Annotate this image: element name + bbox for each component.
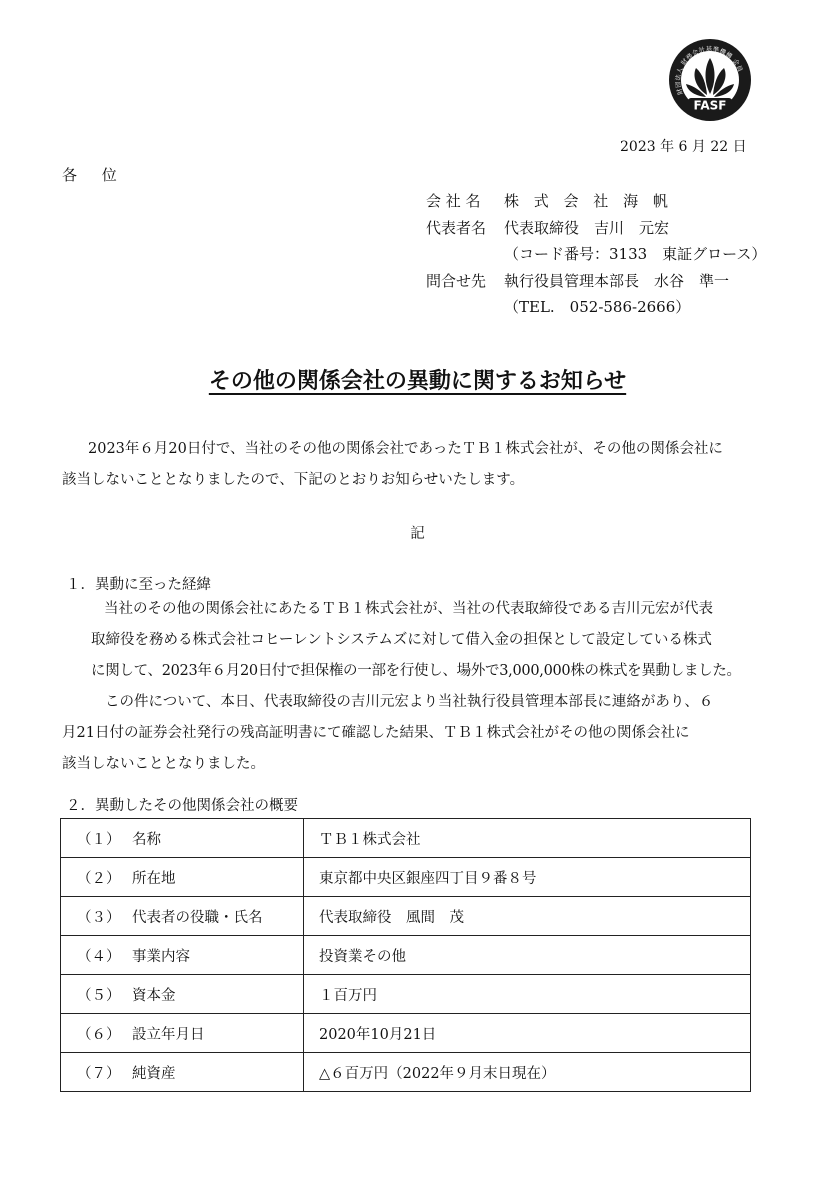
representative-label: 代表者名 [426,218,487,237]
table-row [61,975,751,1014]
document-title-wrap [0,364,835,395]
row-number: （７） [61,1053,133,1092]
logo-text: FASF [693,98,727,113]
intro-line-2: 該当しないこととなりましたので、下記のとおりお知らせいたします。 [62,472,525,488]
table-row [61,819,751,858]
section2-heading: ２．異動したその他関係会社の概要 [66,798,298,814]
row-value: 投資業その他 [304,936,751,975]
company-name-value: 株 式 会 社 海 帆 [504,192,673,210]
section1-line-3: に関して、2023年６月20日付で担保権の一部を行使し、場外で3,000,000株の株式を異動しました。 [91,663,741,679]
document-title: その他の関係会社の異動に関するお知らせ [208,368,627,394]
overview-table [60,818,751,1092]
row-value: △６百万円（2022年９月末日現在） [304,1053,751,1092]
section1-line-2: 取締役を務める株式会社コヒーレントシステムズに対して借入金の担保として設定している株式 [91,632,712,648]
table-row [61,936,751,975]
row-label: 名称 [132,819,304,858]
document-date: 2023 年 6 月 22 日 [620,139,747,155]
contact-tel: （TEL. 052-586-2666） [504,298,691,316]
section1-line-1: 当社のその他の関係会社にあたるＴＢ１株式会社が、当社の代表取締役である吉川元宏が代表 [104,601,713,617]
section1-line-5: 月21日付の証券会社発行の残高証明書にて確認した結果、ＴＢ１株式会社がその他の関係会社に [62,725,690,741]
row-value: 東京都中央区銀座四丁目９番８号 [304,858,751,897]
section1-line-6: 該当しないこととなりました。 [62,756,265,772]
table-row [61,1053,751,1092]
table-row [61,1014,751,1053]
contact-row [426,268,766,295]
section1-line-4: この件について、本日、代表取締役の吉川元宏より当社執行役員管理本部長に連絡があり、６ [105,694,714,710]
row-number: （２） [61,858,133,897]
row-number: （６） [61,1014,133,1053]
intro-paragraph [62,434,754,496]
company-info [426,188,766,321]
company-name-label: 会 社 名 [426,192,481,210]
row-value: ＴＢ１株式会社 [304,819,751,858]
representative-row [426,215,766,242]
fasf-logo [668,38,752,122]
row-label: 資本金 [132,975,304,1014]
company-name-row [426,188,766,215]
table-row [61,858,751,897]
row-value: １百万円 [304,975,751,1014]
row-label: 所在地 [132,858,304,897]
ki-mark: 記 [410,526,425,542]
contact-label: 問合せ先 [426,271,487,290]
row-number: （４） [61,936,133,975]
representative-value: 代表取締役 吉川 元宏 [504,218,670,237]
row-value: 2020年10月21日 [304,1014,751,1053]
table-row [61,897,751,936]
row-label: 事業内容 [132,936,304,975]
row-number: （３） [61,897,133,936]
section1-heading: １．異動に至った経緯 [66,577,211,593]
stock-code: （コード番号：3133 東証グロース） [504,245,767,263]
row-label: 純資産 [132,1053,304,1092]
logo-ring-text: 財団法人 財務会計基準機構 会員 [674,45,744,96]
row-number: （５） [61,975,133,1014]
intro-line-1: 2023年６月20日付で、当社のその他の関係会社であったＴＢ１株式会社が、その他の関係会社に [88,441,723,457]
row-label: 設立年月日 [132,1014,304,1053]
row-number: （１） [61,819,133,858]
contact-value: 執行役員管理本部長 水谷 準一 [504,271,730,290]
section1-body [62,594,754,780]
row-label: 代表者の役職・氏名 [132,897,304,936]
row-value: 代表取締役 風間 茂 [304,897,751,936]
addressee: 各 位 [62,166,127,184]
